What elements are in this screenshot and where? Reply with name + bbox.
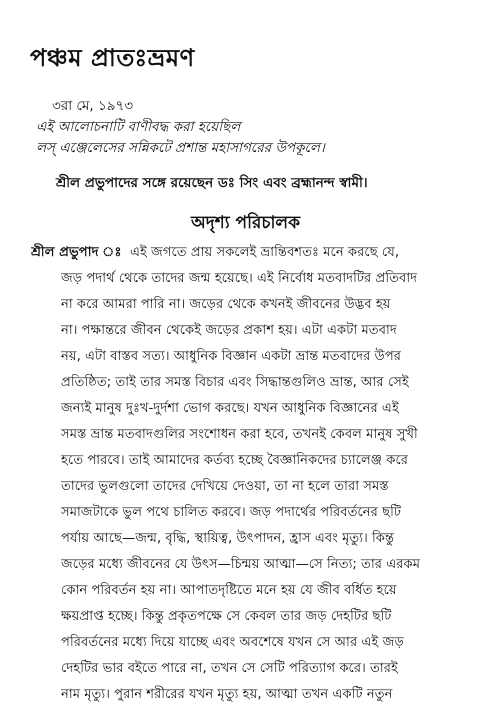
text-line [31,240,459,266]
section-heading: অদৃশ্য পরিচালক [191,213,300,233]
text-line: নাম মৃত্যু। পুরান শরীরের যখন মৃত্যু হয়, আত্মা তখন একটি নতুন [61,687,393,702]
text-line: না। পক্ষান্তরে জীবন থেকেই জড়ের প্রকাশ হয়। এটা একটা মতবাদ [61,323,397,338]
text-line: নয়, এটা বাস্তব সত্য। আধুনিক বিজ্ঞান একটা ভ্রান্ত মতবাদের উপর [61,349,402,364]
text-line: কোন পরিবর্তন হয় না। আপাতদৃষ্টিতে মনে হয় যে জীব বর্ধিত হয়ে [61,583,397,598]
text-line: দেহটির ভার বইতে পারে না, তখন সে সেটি পরিত্যাগ করে। তারই [61,661,398,676]
line-text: এই জগতে প্রায় সকলেই ভ্রান্তিবশতঃ মনে করছে যে, [129,245,400,260]
text-line: পরিবর্তনের মধ্যে দিয়ে যাচ্ছে এবং অবশেষে যখন সে আর এই জড় [61,635,404,650]
text-line: তাদের ভুলগুলো তাদের দেখিয়ে দেওয়া, তা না হলে তারা সমস্ত [61,479,389,494]
speaker-label: শ্রীল প্রভুপাদ ঃ [31,245,122,260]
date-line: ৩রা মে, ১৯৭৩ [52,98,134,114]
location-note: লস্ এঞ্জেলেসের সন্নিকটে প্রশান্ত মহাসাগরের উপকূলে। [36,140,325,156]
recording-note: এই আলোচনাটি বাণীবদ্ধ করা হয়েছিল [36,119,241,135]
text-line: জড়ের মধ্যে জীবনের যে উৎস—চিন্ময় আত্মা—সে নিত্য; তার এরকম [61,557,421,572]
text-line: জড় পদার্থ থেকে তাদের জন্ম হয়েছে। এই নির্বোধ মতবাদটির প্রতিবাদ [61,271,418,286]
text-line: হতে পারবে। তাই আমাদের কর্তব্য হচ্ছে বৈজ্ঞানিকদের চ্যালেঞ্জ করে [61,453,409,468]
text-line: পর্যায় আছে—জন্ম, বৃদ্ধি, স্থায়িত্ব, উৎপাদন, হ্রাস এবং মৃত্যু। কিন্তু [61,531,395,546]
text-line: ক্ষয়প্রাপ্ত হচ্ছে। কিন্তু প্রকৃতপক্ষে সে কেবল তার জড় দেহটির ছটি [61,609,392,624]
chapter-title: পঞ্চম প্রাতঃভ্রমণ [30,44,195,72]
text-line: সমস্ত ভ্রান্ত মতবাদগুলির সংশোধন করা হবে, তখনই কেবল মানুষ সুখী [61,427,418,442]
text-line: জন্যই মানুষ দুঃখ-দুর্দশা ভোগ করছে। যখন আধুনিক বিজ্ঞানের এই [61,401,399,416]
text-line: না করে আমরা পারি না। জড়ের থেকে কখনই জীবনের উদ্ভব হয় [61,297,391,312]
text-line: প্রতিষ্ঠিত; তাই তার সমস্ত বিচার এবং সিদ্ধান্তগুলিও ভ্রান্ত, আর সেই [61,375,409,390]
participants-line: শ্রীল প্রভুপাদের সঙ্গে রয়েছেন ডঃ সিং এবং ব্রহ্মানন্দ স্বামী। [56,175,368,191]
text-line: সমাজটাকে ভুল পথে চালিত করবে। জড় পদার্থের পরিবর্তনের ছটি [61,505,402,520]
